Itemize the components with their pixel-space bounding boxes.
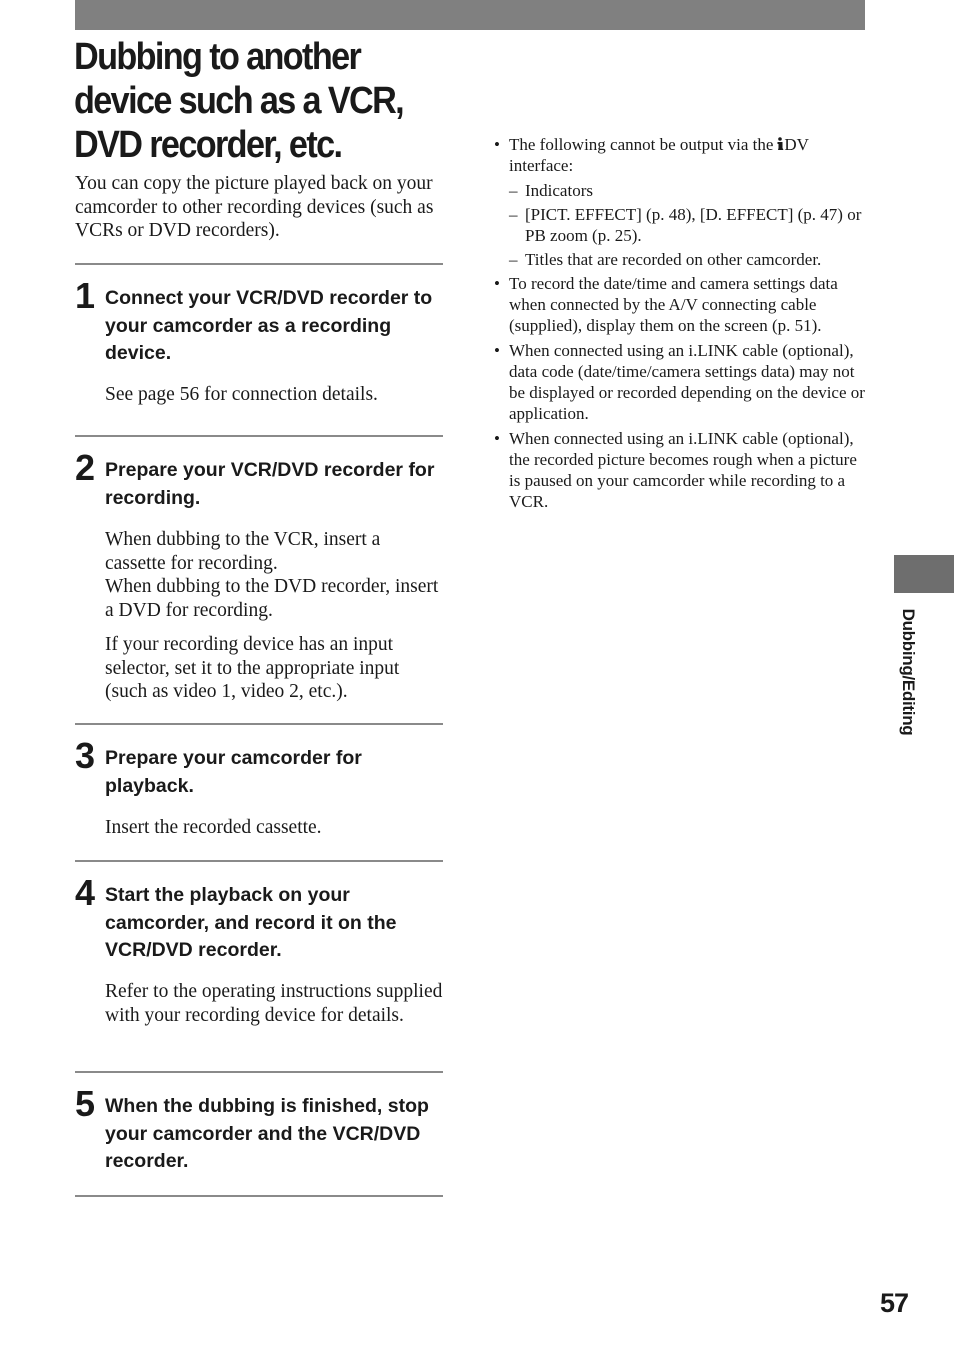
step-body: Insert the recorded cassette. [105, 817, 322, 838]
dash: – [509, 181, 518, 200]
step-number: 3 [75, 735, 96, 776]
step-number: 1 [75, 275, 96, 316]
header-bar [75, 0, 865, 30]
note-item: • The following cannot be output via the DV interface: [494, 135, 809, 175]
bullet: • [494, 135, 500, 154]
step-number: 5 [75, 1083, 96, 1124]
sub-item: – Indicators [509, 181, 593, 200]
sub-item: – Titles that are recorded on other camcorder. [509, 250, 822, 269]
step-body: Refer to the operating instructions supplied with your recording device for details. [105, 981, 443, 1026]
step-title: Connect your VCR/DVD recorder to your camcorder as a recording device. [105, 287, 433, 364]
bullet: • [494, 429, 500, 448]
divider [75, 1195, 443, 1197]
divider [75, 435, 443, 437]
step-body: If your recording device has an input selector, set it to the appropriate input (such as video 1, video 2, etc.). [105, 634, 400, 702]
step-body: When dubbing to the DVD recorder, insert a DVD for recording. [105, 576, 439, 621]
step-number: 2 [75, 447, 96, 488]
note-item: • When connected using an i.LINK cable (optional), data code (date/time/camera settings data) may not be displayed or recorded depending on the device or application. [494, 341, 865, 423]
note-item: • When connected using an i.LINK cable (optional), the recorded picture becomes rough when a picture is paused on your camcorder while recording to a VCR. [494, 429, 857, 511]
divider [75, 1071, 443, 1073]
notes-column [494, 134, 870, 516]
divider [75, 860, 443, 862]
step-body: See page 56 for connection details. [105, 384, 378, 405]
divider [75, 723, 443, 725]
step-title: Start the playback on your camcorder, and record it on the VCR/DVD recorder. [105, 884, 397, 961]
step-title: When the dubbing is finished, stop your camcorder and the VCR/DVD recorder. [105, 1095, 429, 1172]
note-item: • To record the date/time and camera settings data when connected by the A/V connecting cable (supplied), display them on the screen (p. 51). [494, 274, 838, 335]
step-number: 4 [75, 872, 96, 913]
sub-item: – [PICT. EFFECT] (p. 48), [D. EFFECT] (p. 47) or PB zoom (p. 25). [509, 205, 862, 245]
section-tab-marker [894, 555, 954, 593]
bullet: • [494, 274, 500, 293]
step-title: Prepare your VCR/DVD recorder for recording. [105, 459, 435, 509]
page-number: 57 [879, 1288, 908, 1318]
divider [75, 263, 443, 265]
dash: – [509, 250, 518, 269]
dash: – [509, 205, 518, 224]
intro-paragraph: You can copy the picture played back on your camcorder to other recording devices (such as VCRs or DVD recorders). [75, 173, 434, 241]
page-title: Dubbing to another device such as a VCR, DVD recorder, etc. [74, 36, 404, 166]
step-body: When dubbing to the VCR, insert a cassette for recording. [105, 529, 381, 574]
bullet: • [494, 341, 500, 360]
step-title: Prepare your camcorder for playback. [105, 747, 362, 797]
